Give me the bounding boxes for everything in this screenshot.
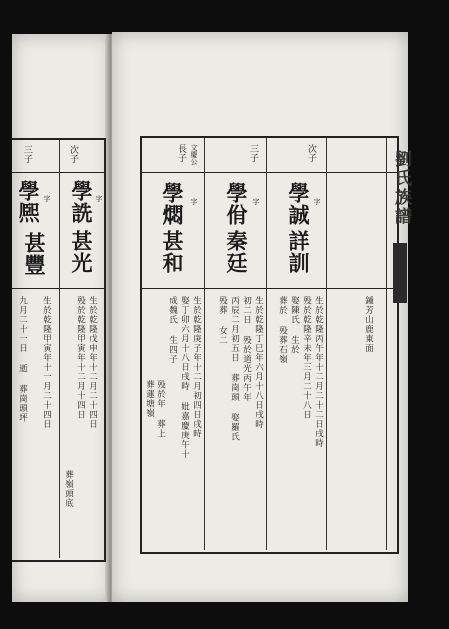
biography-line: 殁於年 葬上 [155, 380, 166, 439]
person-name: 學佾 [224, 182, 249, 226]
column-divider [386, 138, 387, 550]
right-name-rule [140, 288, 397, 289]
book-title: 劉氏族譜 [391, 150, 411, 226]
person-alias: 甚豐 [22, 232, 47, 276]
relation-label: 次子 [68, 145, 78, 163]
biography-line: 葬嶺頭底 [63, 470, 74, 508]
person-alias: 詳訓 [286, 230, 311, 274]
relation-label: 三子 [248, 144, 258, 162]
biography-line: 丙辰二月初五日 葬崗頭 娶羅氏 [229, 296, 240, 442]
column-divider [204, 138, 205, 550]
biography-line: 殁葬 女二 [217, 296, 228, 345]
relation-label: 長子 [176, 144, 186, 162]
biography-line: 成魏氏 生四子 [167, 296, 178, 364]
right-header-rule [140, 172, 397, 173]
fish-tail-mark [393, 243, 407, 303]
column-divider [326, 138, 327, 550]
zi-label: 字 [95, 195, 103, 202]
person-name: 學熈 [16, 180, 41, 224]
person-name: 學誠 [286, 182, 311, 226]
person-alias: 秦廷 [224, 230, 249, 274]
zi-label: 字 [190, 198, 198, 205]
biography-line: 娶陳氏 生於 [289, 296, 300, 355]
location-note: 鍾芳山鹿東面 [363, 296, 374, 353]
left-column-divider [59, 140, 60, 558]
zi-label: 字 [313, 198, 321, 205]
person-alias: 甚光 [69, 230, 94, 274]
person-name: 學燜 [160, 182, 185, 226]
biography-line: 生於乾隆丁巳年六月十八日戌時 [253, 296, 264, 429]
biography-line: 初二日 殁於道光丙午年 [241, 296, 252, 402]
column-divider [266, 138, 267, 550]
biography-line: 葬蓮塘嶺 [144, 380, 155, 418]
person-alias: 甚和 [160, 230, 185, 274]
person-name: 學詵 [69, 180, 94, 224]
biography-line: 生於乾隆戊申年十二月二十四日 [87, 296, 98, 429]
note-label: 文慶公 [190, 144, 198, 165]
biography-line: 殁於乾隆辛未年三月二十八日 [301, 296, 312, 420]
zi-label: 字 [43, 195, 51, 202]
biography-line: 九月二十一日 逝 葬崗頭坪 [17, 296, 28, 423]
biography-line: 葬於 殁葬石嶺 [277, 296, 288, 364]
biography-line: 生於乾隆庚子年十二月初四日戌時 [191, 296, 202, 439]
zi-label: 字 [252, 198, 260, 205]
biography-line: 生於乾隆丙午年十二月二十二日戌時 [313, 296, 324, 448]
biography-line: 殁於乾隆甲寅年十二月十四日 [75, 296, 86, 420]
relation-label: 三子 [22, 145, 32, 163]
relation-label: 次子 [306, 144, 316, 162]
biography-line: 生於乾隆甲寅年十一月二十四日 [41, 296, 52, 429]
biography-line: 娶丁卯六月十八日戌時 妣嘉慶庚午十 [179, 296, 190, 459]
